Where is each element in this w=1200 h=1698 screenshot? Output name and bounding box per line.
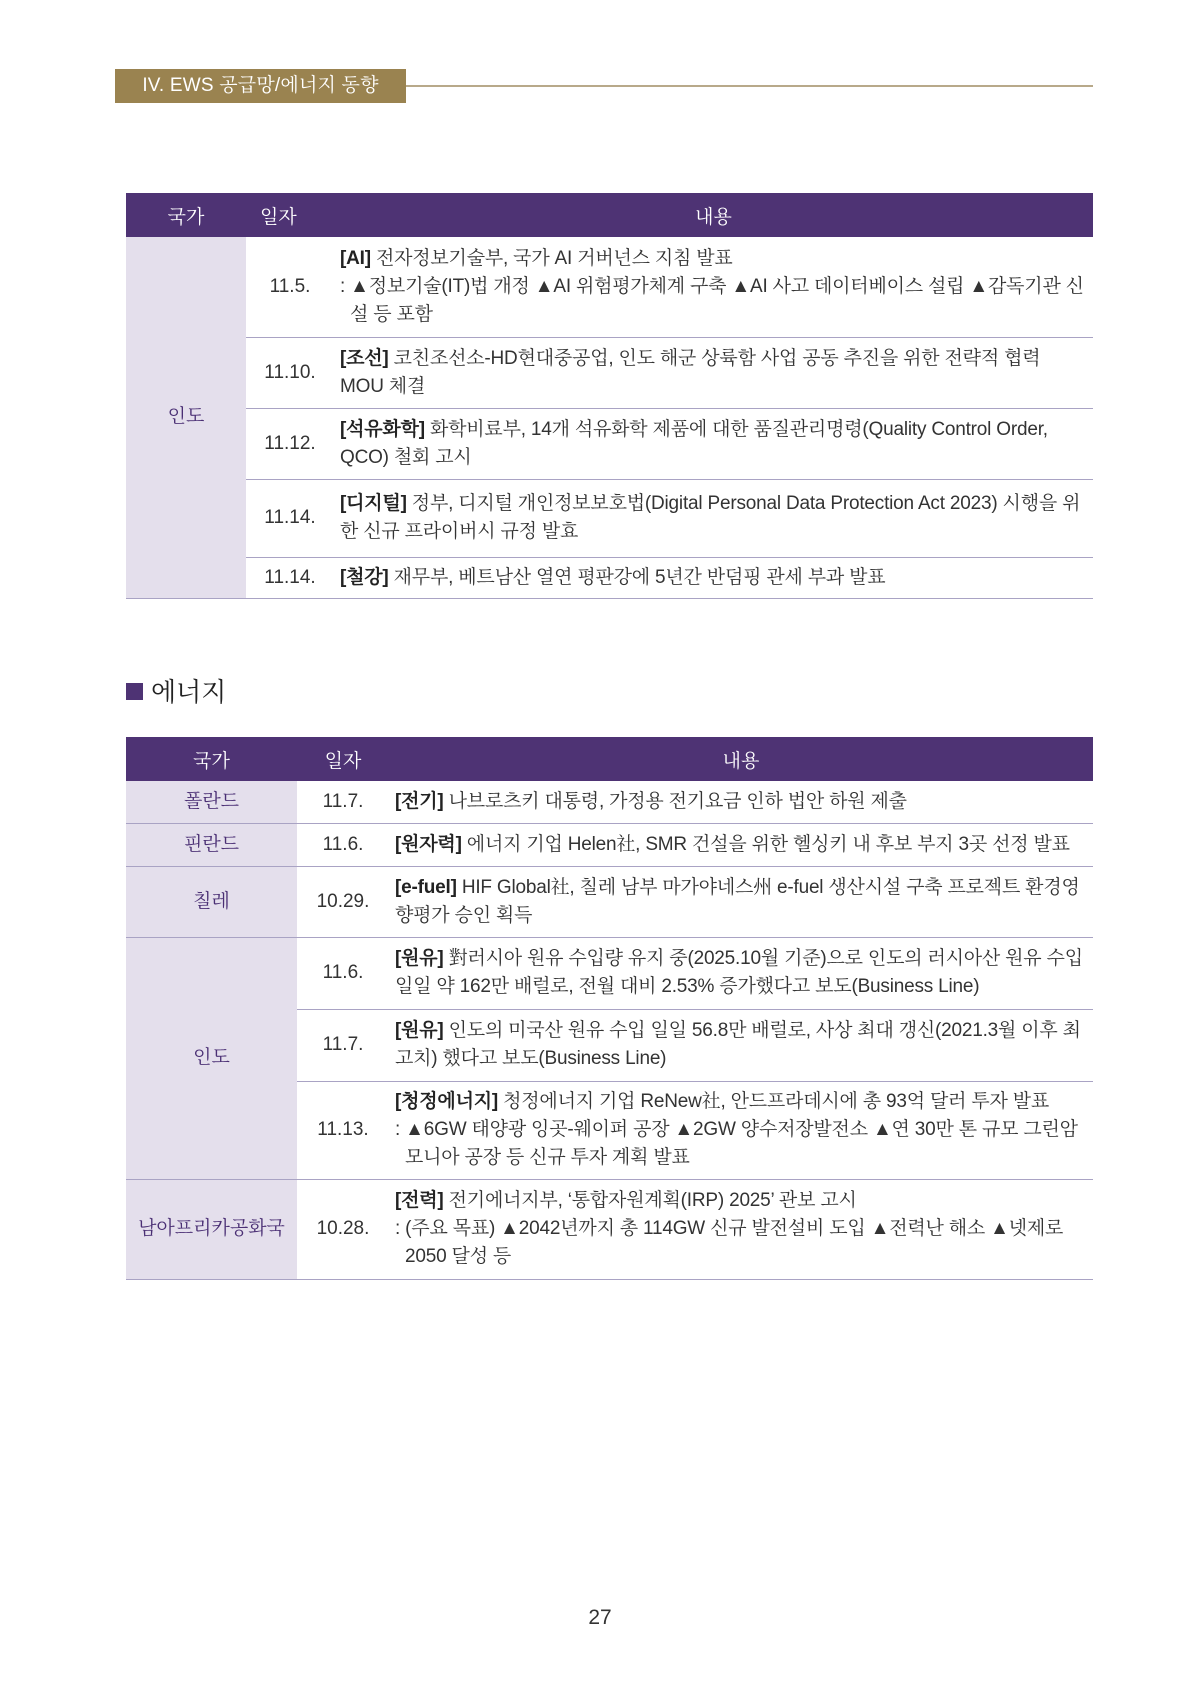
date-cell: 11.13.: [297, 1081, 389, 1179]
column-header-country: 국가: [126, 193, 246, 237]
content-cell: [389, 866, 1093, 937]
category-tag: [전기]: [395, 790, 444, 812]
category-tag: [e-fuel]: [395, 876, 457, 898]
content-cell: [389, 1081, 1093, 1179]
category-tag: [청정에너지]: [395, 1091, 499, 1112]
content-text: 에너지 기업 Helen社, SMR 건설을 위한 헬싱키 내 후보 부지 3곳 선정 발표: [461, 833, 1070, 855]
date-cell: 11.14.: [246, 479, 334, 557]
content-cell: [389, 1009, 1093, 1081]
content-text: HIF Global社, 칠레 남부 마가야네스州 e-fuel 생산시설 구축 프로젝트 환경영향평가 승인 획득: [395, 876, 1080, 926]
content-text: 나브로츠키 대통령, 가정용 전기요금 인하 법안 하원 제출: [443, 790, 907, 812]
date-cell: 11.6.: [297, 823, 389, 866]
date-cell: 11.14.: [246, 557, 334, 598]
content-text: 인도의 미국산 원유 수입 일일 56.8만 배럴로, 사상 최대 갱신(2021.3월 이후 최고치) 했다고 보도(Business Line): [395, 1020, 1081, 1069]
date-cell: 10.28.: [297, 1179, 389, 1279]
content-subtext: : ▲정보기술(IT)법 개정 ▲AI 위험평가체계 구축 ▲AI 사고 데이터베이스 설립 ▲감독기관 신설 등 포함: [340, 275, 1084, 325]
chapter-divider: [406, 85, 1093, 87]
column-header-content: 내용: [389, 737, 1093, 781]
column-header-date: 일자: [297, 737, 389, 781]
country-cell: 인도: [126, 237, 246, 598]
country-cell: 인도: [126, 937, 297, 1179]
column-header-content: 내용: [334, 193, 1093, 237]
category-tag: [AI]: [340, 247, 371, 269]
table-row: [126, 337, 1093, 408]
table-header-row: [126, 737, 1093, 781]
date-cell: 11.6.: [297, 937, 389, 1009]
date-cell: 11.7.: [297, 1009, 389, 1081]
category-tag: [조선]: [340, 347, 389, 369]
column-header-date: 일자: [246, 193, 334, 237]
country-cell: 폴란드: [126, 781, 297, 823]
content-text: 전기에너지부, ‘통합자원계획(IRP) 2025’ 관보 고시: [443, 1190, 857, 1211]
content-cell: [334, 479, 1093, 557]
category-tag: [원유]: [395, 1020, 444, 1041]
energy-table: [126, 737, 1093, 1280]
content-text: 정부, 디지털 개인정보보호법(Digital Personal Data Protection Act 2023) 시행을 위한 신규 프라이버시 규정 발효: [340, 493, 1081, 542]
supply-chain-table: [126, 193, 1093, 599]
content-subtext: : (주요 목표) ▲2042년까지 총 114GW 신규 발전설비 도입 ▲전력난 해소 ▲넷제로 2050 달성 등: [395, 1218, 1064, 1267]
country-cell: 남아프리카공화국: [126, 1179, 297, 1279]
date-cell: 11.7.: [297, 781, 389, 823]
column-header-country: 국가: [126, 737, 297, 781]
category-tag: [원자력]: [395, 833, 462, 855]
table-row: [126, 479, 1093, 557]
table-row: [126, 237, 1093, 337]
table-row: [126, 781, 1093, 823]
chapter-badge: IV. EWS 공급망/에너지 동향: [115, 69, 406, 103]
table-row: [126, 557, 1093, 598]
category-tag: [철강]: [340, 566, 389, 588]
category-tag: [전력]: [395, 1190, 444, 1211]
table-row: [126, 866, 1093, 937]
category-tag: [원유]: [395, 948, 444, 969]
category-tag: [디지털]: [340, 493, 407, 514]
table-row: [126, 937, 1093, 1009]
content-cell: [389, 781, 1093, 823]
date-cell: 11.10.: [246, 337, 334, 408]
energy-section-heading: [126, 672, 226, 709]
table-header-row: [126, 193, 1093, 237]
page-number: 27: [588, 1606, 612, 1629]
content-text: 對러시아 원유 수입량 유지 중(2025.10월 기준)으로 인도의 러시아산 원유 수입 일일 약 162만 배럴로, 전월 대비 2.53% 증가했다고 보도(Business Line): [395, 948, 1083, 997]
country-cell: 핀란드: [126, 823, 297, 866]
table-row: [126, 823, 1093, 866]
content-subtext: : ▲6GW 태양광 잉곳-웨이퍼 공장 ▲2GW 양수저장발전소 ▲연 30만 톤 규모 그린암모니아 공장 등 신규 투자 계획 발표: [395, 1119, 1078, 1168]
content-cell: [389, 1179, 1093, 1279]
table-row: [126, 1179, 1093, 1279]
content-cell: [334, 408, 1093, 479]
date-cell: 11.5.: [246, 237, 334, 337]
content-text: 코친조선소-HD현대중공업, 인도 해군 상륙함 사업 공동 추진을 위한 전략적 협력 MOU 체결: [340, 347, 1041, 397]
table-row: [126, 408, 1093, 479]
energy-heading-text: 에너지: [151, 677, 227, 707]
content-text: 화학비료부, 14개 석유화학 제품에 대한 품질관리명령(Quality Control Order, QCO) 철회 고시: [340, 418, 1048, 468]
date-cell: 10.29.: [297, 866, 389, 937]
content-text: 청정에너지 기업 ReNew社, 안드프라데시에 총 93억 달러 투자 발표: [498, 1091, 1050, 1112]
content-text: 재무부, 베트남산 열연 평판강에 5년간 반덤핑 관세 부과 발표: [388, 566, 886, 588]
square-bullet-icon: [126, 683, 143, 700]
content-cell: [334, 557, 1093, 598]
content-cell: [389, 937, 1093, 1009]
country-cell: 칠레: [126, 866, 297, 937]
content-cell: [334, 337, 1093, 408]
content-cell: [334, 237, 1093, 337]
content-cell: [389, 823, 1093, 866]
date-cell: 11.12.: [246, 408, 334, 479]
content-text: 전자정보기술부, 국가 AI 거버넌스 지침 발표: [370, 247, 733, 269]
category-tag: [석유화학]: [340, 418, 425, 440]
